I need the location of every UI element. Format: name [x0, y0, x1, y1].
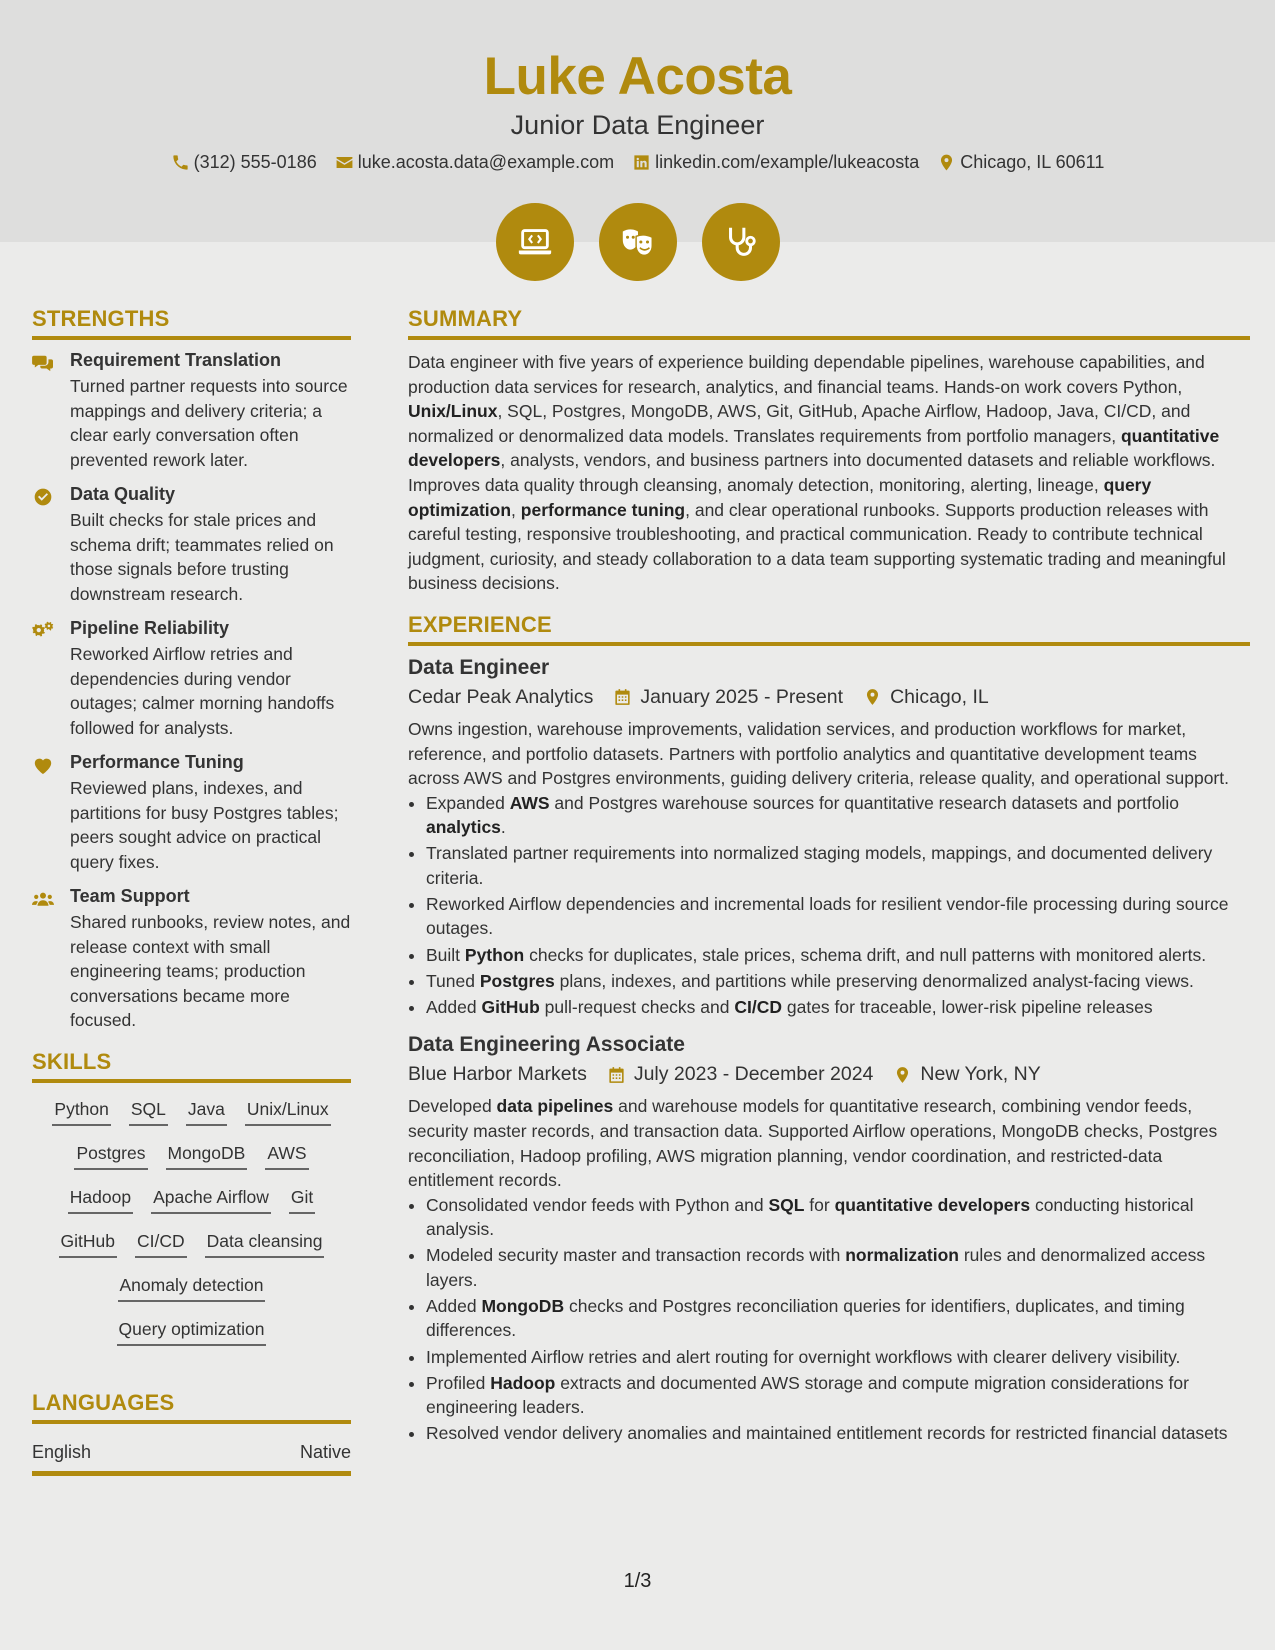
calendar-icon: [607, 1065, 626, 1085]
bullet-item: [426, 791, 1250, 840]
strength-item: [32, 886, 351, 1033]
map-pin-icon: [863, 687, 882, 707]
bold-text: AWS: [509, 792, 550, 813]
bullet-item: [426, 892, 1250, 941]
text-run: Built: [426, 944, 465, 965]
mail-icon: [335, 153, 354, 172]
bold-text: normalization: [845, 1245, 959, 1266]
bold-text: query optimization: [408, 474, 1152, 520]
text-run: Owns ingestion, warehouse improvements, validation services, and production workflows for market, reference, and portfolio datasets. Partners with portfolio analytics and quantitative development teams across AWS and Postgres environments, guiding delivery criteria, release quality, and operational support.: [408, 718, 1229, 789]
job-location: New York, NY: [920, 1063, 1041, 1086]
text-run: ,: [511, 499, 521, 520]
language-name: English: [32, 1441, 92, 1462]
bold-text: GitHub: [481, 997, 540, 1018]
laptop-code-circle: [496, 203, 574, 281]
skill-chip: Postgres: [74, 1143, 147, 1170]
contact-email[interactable]: [335, 152, 614, 173]
text-run: extracts and documented AWS storage and compute migration considerations for engineering leaders.: [426, 1372, 1189, 1418]
skill-chip: Python: [52, 1099, 110, 1126]
text-run: and warehouse models for quantitative research, combining vendor feeds, security master records, and transaction data. Supported Airflow operations, MongoDB checks, Postgres reconciliation, Hadoop profiling, AWS migration planning, vendor coordination, and restricted-data entitlement records.: [408, 1096, 1218, 1191]
text-run: Added: [426, 1295, 482, 1316]
skill-chip: Unix/Linux: [245, 1099, 331, 1126]
company-name: Cedar Peak Analytics: [408, 685, 594, 708]
bullet-item: [426, 1243, 1250, 1292]
job-meta: [408, 686, 1250, 709]
summary-text: [408, 350, 1250, 596]
bullet-item: [426, 1371, 1250, 1420]
strength-desc: Turned partner requests into source mappings and delivery criteria; a clear early conversation often prevented rework later.: [70, 376, 348, 470]
strength-title: Data Quality: [70, 484, 176, 504]
text-run: , SQL, Postgres, MongoDB, AWS, Git, GitHub, Apache Airflow, Hadoop, Java, CI/CD, and normalized or denormalized data models. Translates requirements from portfolio managers,: [408, 401, 1191, 446]
linkedin-text: linkedin.com/example/lukeacosta: [655, 152, 920, 172]
language-level: Native: [299, 1441, 351, 1462]
left-column: [32, 306, 351, 1476]
bullet-item: [426, 1345, 1250, 1369]
contact-linkedin[interactable]: [632, 152, 919, 173]
language-row: [32, 1434, 351, 1476]
location-text: Chicago, IL 60611: [960, 152, 1105, 172]
strength-title: Team Support: [70, 886, 190, 906]
gears-icon: [32, 621, 54, 641]
bold-text: performance tuning: [520, 499, 686, 520]
text-run: Resolved vendor delivery anomalies and maintained entitlement records for restricted financial datasets: [426, 1423, 1228, 1444]
right-column: [408, 306, 1250, 1460]
text-run: gates for traceable, lower-risk pipeline releases: [782, 997, 1153, 1018]
text-run: Consolidated vendor feeds with Python and: [426, 1194, 769, 1215]
contact-row: [0, 152, 1275, 173]
bold-text: Unix/Linux: [408, 401, 498, 422]
company-name: Blue Harbor Markets: [408, 1063, 587, 1086]
laptop-code-icon: [516, 223, 554, 261]
bullet-item: [426, 969, 1250, 993]
job-role: Junior Data Engineer: [510, 110, 765, 140]
skill-chip: Java: [186, 1099, 227, 1126]
strength-desc: Built checks for stale prices and schema drift; teammates relied on those signals before trusting downstream research.: [70, 510, 334, 604]
skills-title: SKILLS: [32, 1049, 351, 1083]
languages-title: LANGUAGES: [32, 1390, 351, 1424]
heart-icon: [32, 755, 54, 775]
bullet-item: [426, 995, 1250, 1019]
interest-icons: [0, 203, 1275, 281]
skill-chip: MongoDB: [166, 1143, 248, 1170]
skill-chip: Git: [289, 1187, 315, 1214]
bold-text: MongoDB: [481, 1295, 565, 1316]
map-pin-icon: [893, 1065, 912, 1085]
skill-chip: SQL: [129, 1099, 168, 1126]
stethoscope-icon: [722, 223, 760, 261]
users-icon: [32, 889, 54, 909]
skills-list: [32, 1093, 351, 1346]
text-run: Data engineer with five years of experience building dependable pipelines, warehouse capabilities, and production data services for research, analytics, and financial teams. Hands-on work covers Python,: [408, 352, 1205, 397]
skill-chip: Apache Airflow: [151, 1187, 271, 1214]
text-run: Reworked Airflow dependencies and incremental loads for resilient vendor-file processing during source outages.: [426, 893, 1229, 939]
skill-chip: GitHub: [59, 1231, 117, 1258]
text-run: Added: [426, 997, 482, 1018]
job-location: Chicago, IL: [890, 685, 989, 708]
bold-text: Postgres: [479, 970, 555, 991]
phone-icon: [171, 153, 190, 172]
job-title: Data Engineer: [408, 655, 550, 679]
job-dates: July 2023 - December 2024: [633, 1063, 874, 1086]
text-run: rules and denormalized access layers.: [426, 1245, 1206, 1290]
text-run: checks and Postgres reconciliation queries for identifiers, duplicates, and timing differences.: [426, 1295, 1185, 1341]
experience-title: EXPERIENCE: [408, 612, 1250, 646]
skill-chip: Data cleansing: [205, 1231, 325, 1258]
text-run: Modeled security master and transaction records with: [426, 1245, 846, 1266]
bullet-item: [426, 943, 1250, 967]
text-run: Expanded: [426, 792, 510, 813]
text-run: Profiled: [426, 1372, 491, 1393]
bold-text: Hadoop: [490, 1372, 556, 1393]
text-run: Implemented Airflow retries and alert routing for overnight workflows with clearer delivery visibility.: [426, 1346, 1181, 1367]
strength-title: Performance Tuning: [70, 752, 244, 772]
bullet-item: [426, 1421, 1250, 1445]
text-run: .: [500, 817, 506, 838]
strength-desc: Reviewed plans, indexes, and partitions for busy Postgres tables; peers sought advice on practical query fixes.: [70, 778, 339, 872]
strength-item: [32, 350, 351, 472]
text-run: plans, indexes, and partitions while preserving denormalized analyst-facing views.: [554, 970, 1194, 991]
calendar-icon: [613, 687, 632, 707]
job-bullets: [408, 1193, 1250, 1446]
job-bullets: [408, 791, 1250, 1020]
strength-item: [32, 752, 351, 874]
bold-text: Python: [464, 944, 525, 965]
text-run: Developed: [408, 1096, 497, 1117]
skill-chip: CI/CD: [135, 1231, 187, 1258]
text-run: and Postgres warehouse sources for quantitative research datasets and portfolio: [549, 792, 1179, 813]
job-meta: [408, 1063, 1250, 1086]
job-entry: [408, 656, 1250, 1019]
stethoscope-circle: [702, 203, 780, 281]
page-number: 1/3: [623, 1570, 652, 1592]
email-text: luke.acosta.data@example.com: [357, 152, 615, 172]
bullet-item: [426, 841, 1250, 890]
job-dates: January 2025 - Present: [640, 685, 844, 708]
candidate-name: Luke Acosta: [483, 47, 792, 106]
text-run: pull-request checks and: [539, 997, 735, 1018]
skill-chip: Anomaly detection: [118, 1275, 266, 1302]
bold-text: quantitative developers: [834, 1194, 1031, 1215]
skill-chip: AWS: [265, 1143, 308, 1170]
text-run: conducting historical analysis.: [426, 1194, 1194, 1240]
job-description: [408, 717, 1250, 791]
job-entry: [408, 1033, 1250, 1445]
phone-text: (312) 555-0186: [193, 152, 317, 172]
map-pin-icon: [937, 153, 956, 172]
linkedin-icon: [632, 153, 651, 172]
text-run: Translated partner requirements into normalized staging models, mappings, and documented delivery criteria.: [426, 843, 1213, 888]
text-run: , and clear operational runbooks. Supports production releases with careful testing, responsive troubleshooting, and practical communication. Ready to contribute technical judgment, curiosity, and steady collaboration to a data team supporting systematic trading and meaningful business decisions.: [408, 499, 1226, 594]
contact-location: [937, 152, 1104, 173]
contact-phone[interactable]: [171, 152, 317, 173]
strength-desc: Shared runbooks, review notes, and release context with small engineering teams; production conversations became more focused.: [70, 912, 351, 1030]
job-title: Data Engineering Associate: [408, 1033, 685, 1057]
strength-title: Requirement Translation: [70, 350, 282, 370]
text-run: Tuned: [426, 970, 480, 991]
bullet-item: [426, 1193, 1250, 1242]
summary-title: SUMMARY: [408, 306, 1250, 340]
text-run: , analysts, vendors, and business partners into documented datasets and reliable workflows. Improves data quality through cleansing, anomaly detection, monitoring, alerting, lineage,: [408, 450, 1216, 495]
text-run: for: [804, 1194, 835, 1215]
text-run: checks for duplicates, stale prices, schema drift, and null patterns with monitored alerts.: [524, 944, 1207, 965]
bold-text: CI/CD: [734, 997, 782, 1018]
bold-text: SQL: [768, 1194, 805, 1215]
bold-text: data pipelines: [496, 1096, 614, 1117]
strength-desc: Reworked Airflow retries and dependencies during vendor outages; calmer morning handoffs followed for analysts.: [70, 644, 335, 738]
theater-masks-icon: [619, 223, 657, 261]
strengths-title: STRENGTHS: [32, 306, 351, 340]
bullet-item: [426, 1294, 1250, 1343]
strength-title: Pipeline Reliability: [70, 618, 230, 638]
check-circle-icon: [32, 487, 54, 507]
bold-text: analytics: [426, 817, 501, 838]
bold-text: quantitative developers: [408, 425, 1220, 471]
comments-icon: [32, 353, 54, 373]
job-description: [408, 1094, 1250, 1192]
strength-item: [32, 618, 351, 740]
skill-chip: Query optimization: [117, 1319, 267, 1346]
theater-masks-circle: [599, 203, 677, 281]
strength-item: [32, 484, 351, 606]
skill-chip: Hadoop: [68, 1187, 133, 1214]
